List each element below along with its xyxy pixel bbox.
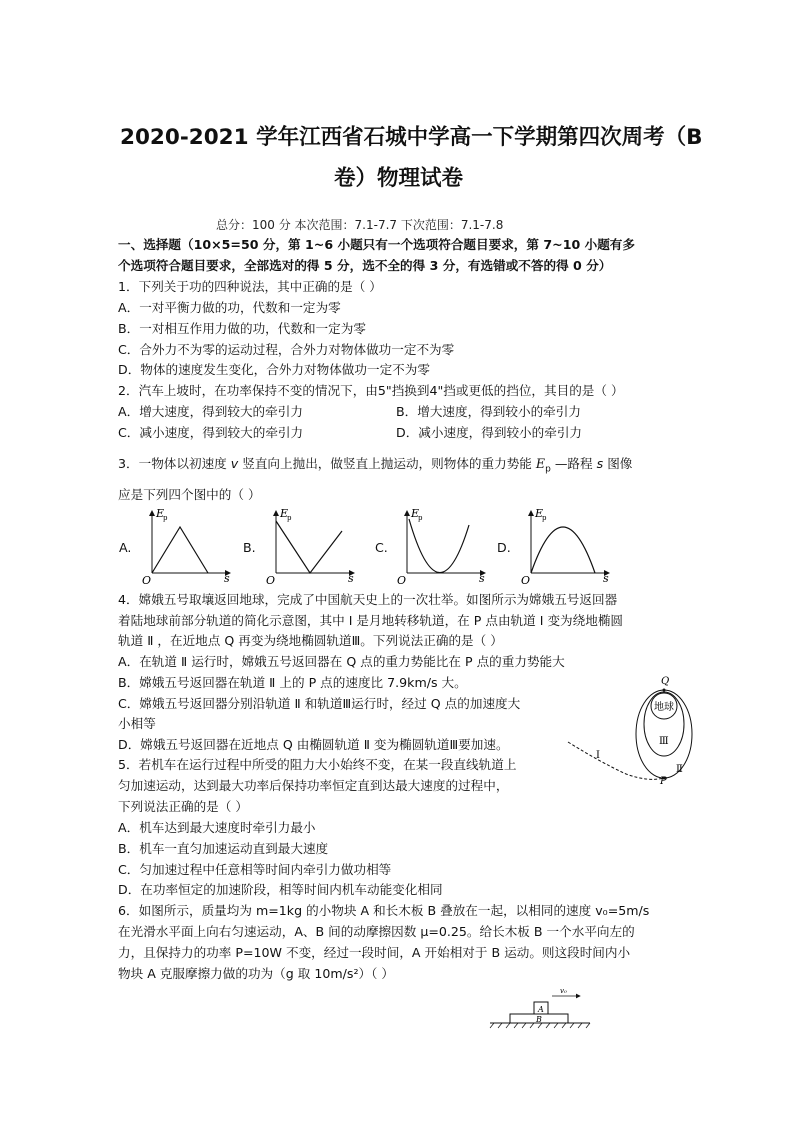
question-4-stem: 4．嫦娥五号取壤返回地球，完成了中国航天史上的一次壮举。如图所示为嫦娥五号返回器 <box>118 592 618 607</box>
graph-d-y-axis-label: E <box>535 507 544 520</box>
question-6-stem: 6．如图所示，质量均为 m=1kg 的小物块 A 和长木板 B 叠放在一起，以相同的速度 v₀=5m/s <box>118 903 650 918</box>
question-2-stem: 2．汽车上坡时，在功率保持不变的情况下，由5"挡换到4"挡或更低的挡位，其目的是（ ） <box>118 383 624 398</box>
graph-d-origin: O <box>521 574 531 587</box>
question-5-option-c: C．匀加速过程中任意相等时间内牵引力做功相等 <box>118 862 392 877</box>
graph-a-x-axis-label: s <box>224 572 230 585</box>
graph-d-label: D. <box>497 540 511 555</box>
question-3-stem-line2: 应是下列四个图中的（ ） <box>118 487 261 502</box>
block-diagram <box>486 984 598 1032</box>
question-4-option-b: B．嫦娥五号返回器在轨道 Ⅱ 上的 P 点的速度比 7.9km/s 大。 <box>118 675 467 690</box>
question-2-option-b: B．增大速度，得到较小的牵引力 <box>396 404 581 419</box>
graph-c-y-axis-label: E <box>411 507 420 520</box>
q3-stem-ep: E <box>535 456 546 471</box>
graph-c-x-axis-label: s <box>479 572 485 585</box>
block-b-label: B <box>536 1015 542 1024</box>
question-4-option-c: C．嫦娥五号返回器分别沿轨道 Ⅱ 和轨道Ⅲ运行时，经过 Q 点的加速度大 <box>118 696 521 711</box>
orbit-ii-label: Ⅱ <box>676 764 683 775</box>
question-5-option-d: D．在功率恒定的加速阶段，相等时间内机车动能变化相同 <box>118 882 443 897</box>
exam-meta: 总分：100 分 本次范围：7.1-7.7 下次范围：7.1-7.8 <box>216 218 504 232</box>
graph-b-y-axis-sub: p <box>287 514 292 522</box>
graph-a <box>140 505 240 587</box>
graph-c-y-axis-sub: p <box>418 514 423 522</box>
section-heading-line2: 个选项符合题目要求，全部选对的得 5 分，选不全的得 3 分，有选错或不答的得 0 分） <box>118 258 612 273</box>
graph-b <box>264 505 364 587</box>
orbit-diagram <box>566 670 696 785</box>
page-title-line2: 卷）物理试卷 <box>334 166 464 191</box>
q3-stem-v: v <box>230 456 239 471</box>
q3-stem-part-c: —路程 <box>550 456 597 471</box>
q3-stem-part-d: 图像 <box>603 456 633 471</box>
graph-d <box>519 505 619 587</box>
point-q-label: Q <box>661 676 670 687</box>
question-1-stem: 1．下列关于功的四种说法，其中正确的是（ ） <box>118 279 382 294</box>
question-4-option-d: D．嫦娥五号返回器在近地点 Q 由椭圆轨道 Ⅱ 变为椭圆轨道Ⅲ要加速。 <box>118 737 509 752</box>
question-1-option-c: C．合外力不为零的运动过程，合外力对物体做功一定不为零 <box>118 342 455 357</box>
orbit-i-label: I <box>596 750 600 761</box>
graph-d-x-axis-label: s <box>603 572 609 585</box>
q3-stem-part-b: 竖直向上抛出，做竖直上抛运动，则物体的重力势能 <box>238 456 536 471</box>
page-title: 2020-2021 学年江西省石城中学高一下学期第四次周考（B <box>120 125 703 150</box>
graph-b-y-axis-label: E <box>280 507 289 520</box>
question-5-stem-line3: 下列说法正确的是（ ） <box>118 799 248 814</box>
graph-b-x-axis-label: s <box>348 572 354 585</box>
question-5-stem: 5．若机车在运行过程中所受的阻力大小始终不变，在某一段直线轨道上 <box>118 757 517 772</box>
orbit-iii-label: Ⅲ <box>659 736 669 747</box>
earth-label: 地球 <box>654 702 674 713</box>
velocity-label: v₀ <box>560 987 567 995</box>
question-4-option-a: A．在轨道 Ⅱ 运行时，嫦娥五号返回器在 Q 点的重力势能比在 P 点的重力势能大 <box>118 654 565 669</box>
section-heading: 一、选择题（10×5=50 分，第 1~6 小题只有一个选项符合题目要求，第 7~10 小题有多 <box>118 237 635 252</box>
graph-c-origin: O <box>397 574 407 587</box>
question-1-option-b: B．一对相互作用力做的功，代数和一定为零 <box>118 321 366 336</box>
question-6-stem-line3: 力，且保持力的功率 P=10W 不变，经过一段时间，A 开始相对于 B 运动。则这段时间内小 <box>118 945 631 960</box>
question-2-option-a: A．增大速度，得到较大的牵引力 <box>118 404 303 419</box>
question-5-option-b: B．机车一直匀加速运动直到最大速度 <box>118 841 329 856</box>
graph-a-y-axis-label: E <box>156 507 165 520</box>
question-4-stem-line3: 轨道 Ⅱ ，在近地点 Q 再变为绕地椭圆轨道Ⅲ。下列说法正确的是（ ） <box>118 633 503 648</box>
question-5-stem-line2: 匀加速运动，达到最大功率后保持功率恒定直到达最大速度的过程中， <box>118 778 509 793</box>
question-4-option-c-cont: 小相等 <box>118 716 156 731</box>
question-3-stem <box>118 456 632 478</box>
block-a-label: A <box>538 1005 544 1014</box>
question-6-stem-line4: 物块 A 克服摩擦力做的功为（g 取 10m/s²）（ ） <box>118 966 394 981</box>
graph-a-label: A. <box>119 540 132 555</box>
graph-c-label: C. <box>375 540 388 555</box>
question-2-option-d: D．减小速度，得到较小的牵引力 <box>396 425 583 440</box>
question-6-stem-line2: 在光滑水平面上向右匀速运动，A、B 间的动摩擦因数 μ=0.25。给长木板 B 一个水平向左的 <box>118 924 635 939</box>
q3-stem-ep-sub: p <box>545 464 551 475</box>
question-4-stem-line2: 着陆地球前部分轨道的简化示意图，其中 I 是月地转移轨道，在 P 点由轨道 I 变为绕地椭圆 <box>118 613 624 628</box>
q3-stem-part-a: 3．一物体以初速度 <box>118 456 231 471</box>
point-p-label: P <box>660 776 667 785</box>
graph-a-y-axis-sub: p <box>163 514 168 522</box>
graph-d-y-axis-sub: p <box>542 514 547 522</box>
graph-b-label: B. <box>243 540 256 555</box>
question-5-option-a: A．机车达到最大速度时牵引力最小 <box>118 820 316 835</box>
graph-c <box>395 505 495 587</box>
question-1-option-a: A．一对平衡力做的功，代数和一定为零 <box>118 300 341 315</box>
q3-stem-s: s <box>596 456 604 471</box>
question-2-option-c: C．减小速度，得到较大的牵引力 <box>118 425 304 440</box>
graph-b-origin: O <box>266 574 276 587</box>
graph-a-origin: O <box>142 574 152 587</box>
question-1-option-d: D．物体的速度发生变化，合外力对物体做功一定不为零 <box>118 362 430 377</box>
